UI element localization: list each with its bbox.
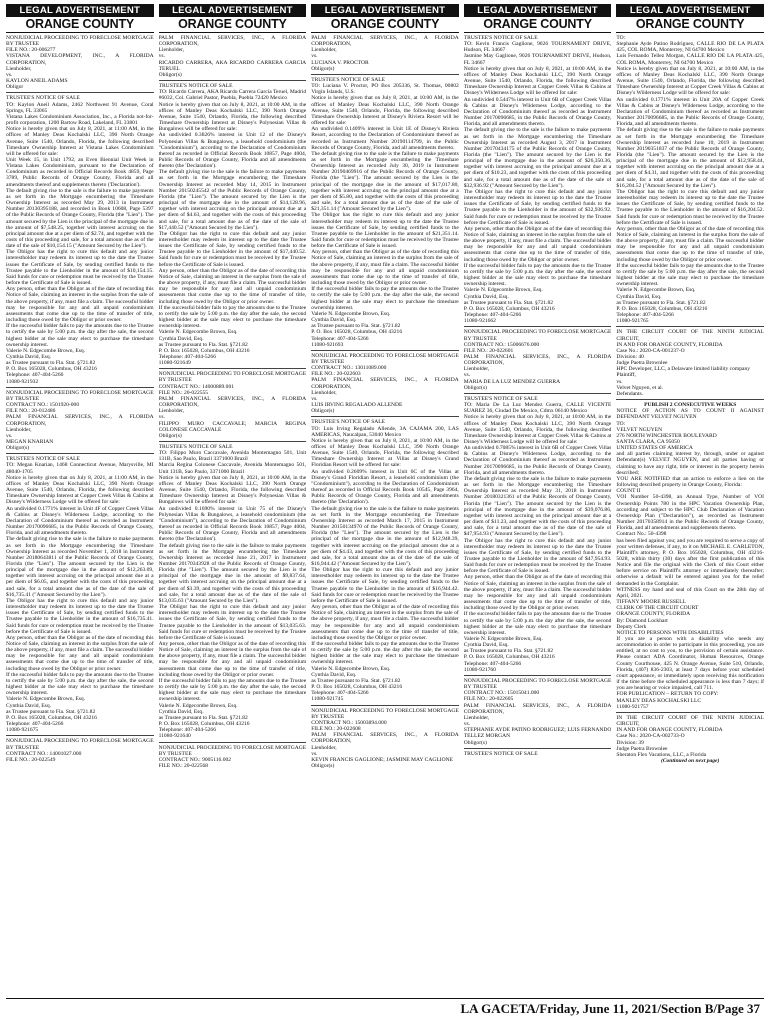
notice-paragraph: CONTRACT NO.: 14000889.001 <box>158 383 234 390</box>
notice-paragraph: vs. <box>158 53 165 60</box>
notice-paragraph: Marcia Regina Colonese Caccavale, Avenida Montemagno 501, Unit 131B, Sao Paulo, 3371000 Brazil <box>158 462 307 475</box>
notice-paragraph: Lienholder, <box>311 47 337 54</box>
publish-notice: PUBLISH 2 CONSECUTIVE WEEKS <box>644 402 737 409</box>
notice-paragraph: NONJUDICIAL PROCEEDING TO FORECLOSE MORTGAGE BY TRUSTEE <box>463 677 612 691</box>
notice-paragraph: Case No.: 2020-CA-002733-O <box>616 733 685 740</box>
notice-paragraph: Cynthia David, Esq. <box>6 702 51 709</box>
notice-paragraph: Valerie N. Edgecombe Brown, Esq. <box>311 310 391 317</box>
notice-paragraph: LUCIANA V. PROCTOR <box>311 59 369 66</box>
column-header: LEGAL ADVERTISEMENT <box>616 4 764 17</box>
notice-paragraph: Any person, other than the Obligor as of the date of recording this Notice of Sale, claiming an interest in the surplus from the sale of the above property, if any, must file a claim. The successful bidder may be responsible for any and all unpaid condominium assessments that come due up to the time of transfer of title, including those owed by the Obligor or prior owner. <box>616 225 764 263</box>
notice-paragraph: as Trustee pursuant to Fla. Stat. §721.82 <box>463 299 553 306</box>
notice-paragraph: Cynthia David, Esq. <box>463 293 509 300</box>
notice-paragraph: Lienholder, <box>463 714 490 721</box>
notice-paragraph: The Obligor has the right to cure this default and any junior interestholder may redeem its interest up to the date the Trustee issues the Certificate of Sale, by sending certified funds to the Trustee payable to the Lienholder in the amount of $32,936.92. Said funds for cure or redemption must be received by the Trustee before the Certificate of Sale is issued. <box>463 188 612 226</box>
notice-paragraph: An undivided 0.5447% interest in Unit 6B of Copper Creek Villas & Cabins at Disney's Wilderness Lodge, according to the Declaration of Condominium thereof as recorded as Instrument Number 20170096685, in the Public Records of Orange County, Florida, and all amendments thereto. <box>463 96 612 128</box>
notice-paragraph: vs. <box>616 378 623 385</box>
notice-paragraph: P. O. Box 165028, Columbus, OH 43216 <box>158 347 250 354</box>
notice-paragraph: The Obligor has the right to cure this default and any junior interestholder may redeem its interest up to the date the Trustee issues the Certificate of Sale, by sending certified funds to the Trustee payable to the Lienholder in the amount of $21,351.14. Said funds for cure or redemption must be received by the Trustee before the Certificate of Sale is issued. <box>311 212 459 250</box>
notice-paragraph: NONJUDICIAL PROCEEDING TO FORECLOSE MORTGAGE BY TRUSTEE <box>158 744 307 757</box>
notice-paragraph: The default giving rise to the sale is the failure to make payments as set forth in the Mortgage encumbering the Timeshare Ownership Interest as recorded November 1, 2018 in Instrument Number 20180643811 of the Public Records of Orange County, Florida (the "Lien"). The amount secured by the Lien is the principal of the mortgage due in the amount of $12,263.09, together with interest accruing on the principal amount due at a per diem of $6.05, and together with the costs of this proceeding and sale, for a total amount due as of the date of the sale of $16,735.41 ("Amount Secured by the Lien"). <box>6 536 154 598</box>
notice-paragraph: Lienholder, <box>311 744 337 751</box>
notice-paragraph: Unit Week 15, in Unit 1792, an Even Biennial Unit Week in Vistana Lakes Condominium, pursuant to the Declaration of Condominium as recorded in Official Records Book 4859, Page 3789, Public Records of Orange County, Florida and all amendments thereof and supplements thereto ('Declaration'). <box>6 156 154 188</box>
notice-paragraph: P. O. Box 165028, Columbus, OH 43216 <box>158 721 250 728</box>
notice-paragraph: Lienholder, <box>158 408 185 415</box>
notice-paragraph: NONJUDICIAL PROCEEDING TO FORECLOSE MORTGAGE BY TRUSTEE <box>6 35 154 48</box>
notice-divider <box>6 735 154 736</box>
notice-paragraph: If the successful bidder fails to pay the amounts due to the Trustee to certify the sale by 5:00 p.m. the day after the sale, the second highest bidder at the sale may elect to purchase the timeshare ownership interest. <box>311 286 459 311</box>
notice-paragraph: RICARDO CARRERA, AKA RICARDO CARRERA GARCIA TERUEL <box>158 59 307 72</box>
column-1 <box>6 4 154 994</box>
notice-paragraph: as Trustee pursuant to Fla. Stat. §721.82 <box>616 299 706 306</box>
notice-paragraph: Telephone: 407-404-5266 <box>158 353 216 360</box>
notice-paragraph: The Obligor has the right to cure this default and any junior interestholder may redeem its interest up to the date the Trustee issues the Certificate of Sale, by sending certified funds to the Trustee payable to the Lienholder in the amount of $47,954.93. Said funds for cure or redemption must be received by the Trustee before the Certificate of Sale is issued. <box>463 537 612 575</box>
notice-divider <box>311 705 459 706</box>
notice-paragraph: Lienholder, <box>6 426 32 433</box>
notice-paragraph: PALM FINANCIAL SERVICES, INC., A FLORIDA CORPORATION, <box>311 35 459 48</box>
notice-paragraph: Obligor(s) <box>311 408 335 415</box>
notice-paragraph: FILE NO.: 20-022601 <box>463 347 514 354</box>
notice-paragraph: NONJUDICIAL PROCEEDING TO FORECLOSE MORTGAGE BY TRUSTEE <box>6 738 154 751</box>
notice-paragraph: Division: 40 <box>616 353 644 360</box>
column-4 <box>464 4 612 994</box>
notice-paragraph: IN AND FOR ORANGE COUNTY, FLORIDA <box>616 341 723 348</box>
notice-paragraph: as Trustee pursuant to Fla. Stat. §721.82 <box>463 648 553 655</box>
notice-paragraph: TO: Luciana V. Proctor, PO Box 205336, St. Thomas, 00802 Virgin Islands, U.S. <box>311 83 459 96</box>
notice-divider <box>6 387 154 388</box>
notice-paragraph: An undivided 0.7085% interest in Unit 6B of Copper Creek Villas & Cabins at Disney's Wilderness Lodge, according to the Declaration of Condominium thereof as recorded as Instrument Number 20170096685, in the Public Records of Orange County, Florida, and all amendments thereto. <box>463 445 612 476</box>
notice-paragraph: TIFFANY MOORE RUSSELL <box>616 599 687 606</box>
notice-paragraph: PALM FINANCIAL SERVICES, INC., A FLORIDA CORPORATION, <box>463 702 612 715</box>
notice-paragraph: Cynthia David, Esq. <box>616 293 662 300</box>
notice-paragraph: The Obligor has the right to cure this default and any junior interestholder may redeem its interest up to the date the Trustee issues the Certificate of Sale, by sending certified funds to the Trustee payable to the Lienholder in the amount of $16,204.52. Said funds for cure or redemption must be received by the Trustee before the Certificate of Sale is issued. <box>616 188 764 226</box>
notice-divider <box>311 350 459 351</box>
notice-paragraph: NONJUDICIAL PROCEEDING TO FORECLOSE MORTGAGE BY TRUSTEE <box>311 352 459 365</box>
column-header: LEGAL ADVERTISEMENT <box>159 4 307 17</box>
notice-divider <box>616 326 764 327</box>
notice-paragraph: Notice is hereby given that on July 8, 2021, at 10:00 AM, in the offices of Manley Deas Kochalski LLC, 390 North Orange Avenue, Suite 1540, Orlando, Florida, the following described Timeshare Ownership Interest at Disney's Riviera Resort will be offered for sale: <box>311 95 459 127</box>
notice-paragraph: FILE NO.: 20-022603 <box>311 371 361 378</box>
notice-paragraph: 11080-921640 <box>158 733 191 740</box>
county-heading: ORANGE COUNTY <box>159 17 307 33</box>
notice-paragraph: If the successful bidder fails to pay the amounts due to the Trustee to certify the sale by 5:00 p.m. the day after the sale, the second highest bidder at the sale may elect to purchase the timeshare ownership interest. <box>158 304 307 330</box>
notice-paragraph: NONJUDICIAL PROCEEDING TO FORECLOSE MORTGAGE BY TRUSTEE <box>463 329 612 342</box>
notice-divider <box>464 326 612 327</box>
notice-paragraph: The default giving rise to the sale is the failure to make payments as set forth in the Mortgage encumbering the Timeshare Ownership Interest as recorded August 3, 2017 in Instrument Number 20170434175 of the Public Records of Orange County, Florida (the "Lien"). The amount secured by the Lien is the principal of the mortgage due in the amount of $26,350.36, together with interest accruing on the principal amount due at a per diem of $10.23, and together with the costs of this proceeding and sale, for a total amount due as of the date of the sale of $32,936.92 ("Amount Secured by the Lien"). <box>463 127 612 189</box>
notice-paragraph: P. O. Box 165028, Columbus, OH 43216 <box>6 366 97 373</box>
notice-paragraph: If the successful bidder fails to pay the amounts due to the Trustee to certify the sale by 5:00 p.m. the day after the sale, the second highest bidder at the sale may elect to purchase the timeshare ownership interest. <box>311 641 459 666</box>
notice-paragraph: CONTRACT NO.: 15006676.000 <box>463 341 540 348</box>
notice-paragraph: Telephone: 407-404-5266 <box>6 372 64 379</box>
notice-paragraph: FILE NO.: 20-022605 <box>463 696 514 703</box>
notice-paragraph: An undivided 0.1690% interest in Unit 75 of the Disney's Polynesian Villas & Bungalows, a leasehold condominium (the "Condominium"), according to the Declaration of Condominium thereof as recorded in Official Records Book 10857, Page 4004, Public Records of Orange County, Florida and all amendments thereto (the 'Declaration'). <box>158 505 307 543</box>
notice-paragraph: KAYLON ANEIL ADAMS <box>6 78 68 85</box>
notice-paragraph: TRUSTEE'S NOTICE OF SALE <box>311 76 386 83</box>
notice-paragraph: Judge Paetra Brownlee <box>616 360 668 367</box>
notice-paragraph: KEVIN FRANCIS GAGLIONE; JASMINE MAY CAGLIONE <box>311 756 453 763</box>
notice-paragraph: Notice is hereby given that on July 8, 2021, at 11:00 AM, in the offices of Manley Deas Kochalski LLC, 390 North Orange Avenue, Suite 1540, Orlando, Florida, the following described Timeshare Ownership Interest at Vistana Lakes Condominium will be offered for sale: <box>6 126 154 157</box>
notice-divider <box>159 368 307 369</box>
notice-paragraph: PALM FINANCIAL SERVICES, INC., A FLORIDA CORPORATION, <box>463 353 612 367</box>
notice-paragraph: Defendants. <box>616 390 644 397</box>
notice-paragraph: Velvet Nguyen, et al. <box>616 384 664 391</box>
notice-paragraph: vs. <box>311 53 318 60</box>
notice-paragraph: 11080-921760 <box>463 666 496 673</box>
notice-paragraph: Obligor(s) <box>463 384 487 391</box>
notice-divider <box>311 416 459 417</box>
notice-paragraph: Any person, other than the Obligor as of the date of recording this Notice of Sale, claiming an interest in the surplus from the sale of the above property, if any, must file a claim. The successful bidder may be responsible for any and all unpaid condominium assessments that come due up to the time of transfer of title, including those owed by the Obligor or prior owner. <box>6 634 154 672</box>
notice-paragraph: FILE NO.: 20-022549 <box>6 756 56 763</box>
notice-paragraph: IN AND FOR ORANGE COUNTY, FLORIDA <box>616 727 723 734</box>
notice-divider <box>464 748 612 749</box>
notice-paragraph: TO: Megan Knarian, 1468 Connecticut Avenue, Marysville, MI 48040-1705 <box>6 462 154 475</box>
notice-paragraph: VELVET NGUYEN <box>616 426 663 433</box>
notice-paragraph: NONJUDICIAL PROCEEDING TO FORECLOSE MORTGAGE BY TRUSTEE <box>158 371 307 384</box>
notice-paragraph: P. O. Box 165028, Columbus, OH 43216 <box>616 305 708 312</box>
notice-paragraph: 11080-921757 <box>616 703 649 710</box>
notice-paragraph: PALM FINANCIAL SERVICES, INC., A FLORIDA CORPORATION, <box>158 395 307 409</box>
column-2 <box>159 4 307 994</box>
county-heading: ORANGE COUNTY <box>6 17 154 33</box>
notice-paragraph: TO: Luis Irving Regalado Allende, 3A CAJAMA 200, LAS AMERICAS, Naucalpan, 53040 Mexico <box>311 425 459 438</box>
notice-paragraph: Notice is hereby given that on July 8, 2021, at 10:00 AM, in the offices of Manley Deas Kochalski LLC, 390 North Orange Avenue, Suite 1540, Orlando, Florida, the following described Timeshare Ownership Interest at Copper Creek Villas & Cabins at Disney's Wilderness Lodge will be offered for sale: <box>463 414 612 445</box>
column-body <box>311 35 459 994</box>
notice-paragraph: STEPHANIE AYDE PATINO RODRIGUEZ; LUIS FERNANDO TELLEZ MORGAN <box>463 727 612 740</box>
notice-paragraph: An undivided 0.1409% interest in Unit 1E of Disney's Riviera Resort, according to the Declaration of Condominium thereof as recorded as Instrument Number 20190114799, in the Public Records of Orange County, Florida, and all amendments thereto. <box>311 126 459 151</box>
notice-paragraph: Obligor(s) <box>6 445 30 452</box>
notice-paragraph: NOTICE TO PERSONS WITH DISABILITIES <box>616 629 724 636</box>
column-body <box>6 35 154 994</box>
notice-paragraph: The default giving rise to the sale is the failure to make payments as set forth in the Mortgage encumbering the Timeshare Ownership Interest as recorded May 14, 2015 in Instrument Number 20150245542 of the Public Records of Orange County, Florida (the "Lien"). The amount secured by the Lien is the principal of the mortgage due in the amount of $14,128.96, together with interest accruing on the principal amount due at a per diem of $4.63, and together with the costs of this proceeding and sale, for a total amount due as of the date of the sale of $17,440.52 ("Amount Secured by the Lien"). <box>158 169 307 231</box>
county-heading: ORANGE COUNTY <box>311 17 459 33</box>
notice-paragraph: If the successful bidder fails to pay the amounts due to the Trustee to certify the sale by 5:00 p.m. the day after the sale, the second highest bidder at the sale may elect to purchase the timeshare ownership interest. <box>463 262 612 288</box>
notice-paragraph: FILE NO.: 20-022568 <box>158 762 209 769</box>
notice-paragraph: The default giving rise to the sale is the failure to make payments as set forth in the Mortgage encumbering the Timeshare Ownership Interest as recorded March 17, 2015 in Instrument Number 20150134970 of the Public Records of Orange County, Florida (the "Lien"). The amount secured by the Lien is the principal of the mortgage due in the amount of $12,948.39, together with interest accruing on the principal amount due at a per diem of $4.43, and together with the costs of this proceeding and sale, for a total amount due as of the date of the sale of $16,944.42 ("Amount Secured by the Lien"). <box>311 505 459 567</box>
notice-paragraph: Valerie N. Edgecombe Brown, Esq. <box>158 329 238 336</box>
notice-paragraph: FILE NO.: 20-012486 <box>6 408 56 415</box>
notice-paragraph: NONJUDICIAL PROCEEDING TO FORECLOSE MORTGAGE BY TRUSTEE <box>311 707 459 720</box>
notice-paragraph: TRUSTEE'S NOTICE OF SALE <box>158 83 233 90</box>
notice-paragraph: The Obligor has the right to cure this default and any junior interestholder may redeem its interest up to the date the Trustee issues the Certificate of Sale, by sending certified funds to the Trustee payable to the Lienholder in the amount of $16,944.42. Said funds for cure or redemption must be received by the Trustee before the Certificate of Sale is issued. <box>311 567 459 604</box>
notice-paragraph: as Trustee pursuant to Fla. Stat. §721.82 <box>311 323 401 330</box>
notice-paragraph: PALM FINANCIAL SERVICES, INC., A FLORIDA CORPORATION, <box>311 377 459 390</box>
notice-paragraph: as Trustee pursuant to Fla. Stat. §721.82 <box>158 714 248 721</box>
notice-paragraph: Any person, other than the Obligor as of the date of recording this Notice of Sale, claiming an interest in the surplus from the sale of the above property, if any, must file a claim. The successful bidder may be responsible for any and all unpaid condominium assessments that come due up to the time of transfer of title, including those owed by the Obligor or prior owner. <box>158 267 307 305</box>
notice-paragraph: Any person, other than the Obligor as of the date of recording this Notice of Sale, claiming an interest in the surplus from the sale of the above property, if any, must file a claim. The successful bidder may be responsible for any and all unpaid condominium assessments that come due up to the time of transfer of title, including those owed by the Obligor or prior owner. <box>463 225 612 263</box>
notice-paragraph: PALM FINANCIAL SERVICES, INC., A FLORIDA CORPORATION, <box>158 35 307 48</box>
continued-note: (Continued on next page) <box>660 757 720 764</box>
notice-paragraph: Notice is hereby given that on July 8, 2021, at 10:00 AM, in the offices of Manley Deas Kochalski LLC, 390 North Orange Avenue, Suite 1540, Orlando, Florida, the following described Timeshare Ownership Interest at Copper Creek Villas & Cabins at Disney's Wilderness Lodge will be offered for sale: <box>463 65 612 97</box>
notice-paragraph: An undivided 0.1771% interest in Unit 20A of Copper Creek Villas & Cabins at Disney's Wilderness Lodge, according to the Declaration of Condominium thereof as recorded as Instrument Number 20170096685, in the Public Records of Orange County, Florida, and all amendments thereto. <box>616 96 764 128</box>
notice-paragraph: Plaintiff, <box>616 372 636 379</box>
notice-paragraph: has been filed against you; and you are required to serve a copy of your written defenses, if any, to it on MICHAEL E. CARLETON, Plaintiff's attorney, P. O. Box 165028, Columbus, OH 43216-5028, within thirty (30) days after the first publication of this Notice and file the original with the Clerk of this Court either before service on Plaintiff's attorney or immediately thereafter; otherwise a default will be entered against you for the relief demanded in the Complaint. <box>616 537 764 587</box>
notice-paragraph: MARIA DE LA LUZ MENDEZ GUERRA <box>463 378 561 385</box>
county-heading: ORANGE COUNTY <box>464 17 612 33</box>
notice-paragraph: CONTRACT NO.: 9005116.002 <box>158 756 232 763</box>
notice-paragraph: Cynthia David, Esq. <box>6 353 51 360</box>
notice-paragraph: Telephone: 407-404-5266 <box>463 660 522 667</box>
notice-paragraph: TO: Ricardo Carrera, AKA Ricardo Carrera Garcia Teruel, Madrid #6032, Col. Gabriel Pastor, Puebla, Puebla 72420 Mexico <box>158 89 307 102</box>
notice-paragraph: The Obligor has the right to cure this default and any junior interestholder may redeem its interest up to the date the Trustee issues the Certificate of Sale, by sending certified funds to the Trustee payable to the Lienholder in the amount of $13,035.63. Said funds for cure or redemption must be received by the Trustee before the Certificate of Sale is issued. <box>158 604 307 641</box>
notice-paragraph: Valerie N. Edgecombe Brown, Esq. <box>158 702 238 709</box>
notice-paragraph: Telephone: 407-404-5266 <box>311 690 369 697</box>
notice-paragraph: Any person, other than the Obligor as of the date of recording this Notice of Sale, claiming an interest in the surplus from the sale of the above property, if any, must file a claim. The successful bidder may be responsible for any and all unpaid condominium assessments that come due up to the time of transfer of title, including those owed by the Obligor or prior owner. <box>463 574 612 612</box>
notice-paragraph: VOI Number 50-4398, an Annual Type, Number of VOI Ownership Points 780 in the HPC Vacation Ownership Plan, according and subject to the HPC Club Declaration of Vacation Ownership Plan ("Declaration"), as recorded as Instrument Number 20170358914 in the Public Records of Orange County, Florida, and all amendments and supplements thereto. <box>616 494 764 532</box>
notice-paragraph: 11080-921693 <box>311 341 344 348</box>
notice-paragraph: P. O. Box 165028, Columbus, OH 43216 <box>463 654 555 661</box>
notice-paragraph: CONTRACT NO.: 13011089.000 <box>311 365 387 372</box>
notice-paragraph: Any person, other than the Obligor as of the date of recording this Notice of Sale, claiming an interest in the surplus from the sale of the above property, if any, must file a claim. The successful bidder may be responsible for any and all unpaid condominium assessments that come due up to the time of transfer of title, including those owed by the Obligor or prior owner. <box>311 249 459 287</box>
notice-paragraph: Case No.: 2020-CA-001237-O <box>616 347 685 354</box>
notice-paragraph: FILE NO.: 20-006277 <box>6 47 56 54</box>
notice-divider <box>311 74 459 75</box>
notice-paragraph: Lienholder, <box>311 389 337 396</box>
notice-paragraph: The default giving rise to the sale is the failure to make payments as set forth in the Mortgage encumbering the Timeshare Ownership Interest as recorded June 10, 2019 in Instrument Number 20190351837 of the Public Records of Orange County, Florida (the "Lien"). The amount secured by the Lien is the principal of the mortgage due in the amount of $12,958.44, together with interest accruing on the principal amount due at a per diem of $4.31, and together with the costs of this proceeding and sale, for a total amount due as of the date of the sale of $16,204.52 ("Amount Secured by the Lien"). <box>616 127 764 189</box>
notice-paragraph: Notice is hereby given that on July 8, 2021, at 10:00 AM, in the offices of Manley Deas Kochalski LLC, 390 North Orange Avenue, Suite 1540, Orlando, Florida, the following described Timeshare Ownership Interest at Disney's Polynesian Villas & Bungalows will be offered for sale: <box>158 101 307 133</box>
notice-paragraph: FOR PUBLICATION – RETURN TO COPY: <box>616 691 719 698</box>
notice-paragraph: IN THE CIRCUIT COURT OF THE NINTH JUDICIAL CIRCUIT, <box>616 714 764 728</box>
notice-paragraph: Deputy Clerk <box>616 623 647 630</box>
notice-divider <box>464 393 612 394</box>
notice-paragraph: Vistana Lakes Condominium Association, Inc., a Florida not-for-profit corporation, 1200 Bartow Road, Lakeland, FL 33801 <box>6 113 154 127</box>
notice-paragraph: Contract No.: 50-4398 <box>616 531 667 538</box>
column-3 <box>311 4 459 994</box>
notice-paragraph: vs. <box>311 750 318 757</box>
notice-paragraph: TRUSTEE'S NOTICE OF SALE <box>463 750 538 757</box>
notice-paragraph: The default giving rise to the sale is the failure to make payments as set forth in the Mortgage encumbering the Timeshare Ownership Interest as recorded June 21, 2017 in Instrument Number 20170343928 of the Public Records of Orange County, Florida (the "Lien"). The amount secured by the Lien is the principal of the mortgage due in the amount of $9,837.64, together with interest accruing on the principal amount due at a per diem of $3.39, and together with the costs of this proceeding and sale, for a total amount due as of the date of the sale of $13,035.63 ("Amount Secured by the Lien"). <box>158 542 307 604</box>
notice-paragraph: NOTICE OF ACTION AS TO COUNT II AGAINST DEFENDANT VELVET NGUYEN <box>616 408 764 421</box>
notice-paragraph: Cynthia David, Esq. <box>158 335 204 342</box>
notice-paragraph: Valerie N. Edgecombe Brown, Esq. <box>6 696 86 703</box>
notice-paragraph: By: Diamond Lockhart <box>616 617 668 624</box>
notice-paragraph: PALM FINANCIAL SERVICES, INC., A FLORIDA CORPORATION, <box>311 732 459 745</box>
notice-paragraph: Cynthia David, Esq. <box>463 642 509 649</box>
notice-paragraph: Jasmine May Gaglione, 9026 TOURNAMENT DRIVE, Hudson, FL 34667 <box>463 53 612 66</box>
notice-paragraph: P. O. Box 165028, Columbus, OH 43216 <box>311 684 403 691</box>
notice-divider <box>616 712 764 713</box>
notice-paragraph: Any person, other than the Obligor as of the date of recording this Notice of Sale, claiming an interest in the surplus from the sale of the above property, if any, must file a claim. The successful bidder may be responsible for any and all unpaid condominium assessments that come due up to the time of transfer of title, including those owed by the Obligor or prior owner. <box>311 604 459 641</box>
notice-paragraph: and all parties claiming interest by, through, under or against Defendant(s) VELVET NGUYEN, and all parties having or claiming to have any right, title or interest in the property herein described; <box>616 451 764 476</box>
notice-paragraph: FILIPPO MURO CACCAVALE; MARCIA REGINA COLONESE CACCAVALE <box>158 420 307 433</box>
notice-paragraph: Judge Paetra Brownlee <box>616 745 668 752</box>
notice-paragraph: P. O. Box 165028, Columbus, OH 43216 <box>6 714 97 721</box>
notice-paragraph: Luis Fernando Tellez Morgan, CALLE RIO DE LA PLATA 425, COL ROMA, Monterrey, NI 64700 Mexico <box>616 53 764 66</box>
notice-paragraph: 11080-921675 <box>6 727 39 734</box>
notice-paragraph: Obligor(s) <box>158 432 182 439</box>
notice-divider <box>464 675 612 676</box>
notice-paragraph: 11080-921662 <box>463 318 496 325</box>
notice-paragraph: Telephone: 407-404-5266 <box>463 312 522 319</box>
notice-paragraph: vs. <box>311 395 318 402</box>
column-body <box>159 35 307 994</box>
column-header: LEGAL ADVERTISEMENT <box>464 4 612 17</box>
notice-paragraph: TO: Kaylon Aneil Adams, 2462 Northwest 91 Avenue, Coral Springs, FL 33065 <box>6 101 154 114</box>
notice-paragraph: CONTRACT NO.: 15015041.000 <box>463 690 540 697</box>
notice-paragraph: as Trustee pursuant to Fla. Stat. §721.82 <box>311 677 401 684</box>
notice-paragraph: Any person, other than the Obligor as of the date of recording this Notice of Sale, claiming an interest in the surplus from the sale of the above property, if any, must file a claim. The successful bidder may be responsible for any and all unpaid condominium assessments that come due up to the time of transfer of title, including those owed by the Obligor or prior owner. <box>158 641 307 678</box>
notice-paragraph: MANLEY DEAS KOCHALSKI LLC <box>616 697 702 704</box>
notice-paragraph: The Obligor has the right to cure this default and any junior interestholder may redeem its interest up to the date the Trustee issues the Certificate of Sale, by sending certified funds to the Trustee payable to the Lienholder in the amount of $16,735.41. Said funds for cure or redemption must be received by the Trustee before the Certificate of Sale is issued. <box>6 597 154 635</box>
notice-paragraph: CONTRACT NO.: 14001027.000 <box>6 750 82 757</box>
notice-paragraph: Telephone: 407-404-5266 <box>6 721 64 728</box>
column-body <box>616 35 764 994</box>
notice-paragraph: vs. <box>463 721 471 728</box>
notice-paragraph: P. O. Box 165028, Columbus, OH 43216 <box>463 305 555 312</box>
notice-paragraph: 11080-921765 <box>616 318 649 325</box>
notice-divider <box>616 399 764 400</box>
notice-divider <box>159 80 307 81</box>
notice-paragraph: If the successful bidder fails to pay the amounts due to the Trustee to certify the sale by 5:00 p.m. the day after the sale, the second highest bidder at the sale may elect to purchase the timeshare ownership interest. <box>6 671 154 697</box>
notice-paragraph: COUNT II <box>616 488 641 495</box>
notice-paragraph: MEGAN KNARIAN <box>6 439 54 445</box>
notice-paragraph: as Trustee pursuant to Fla. Stat. §721.82 <box>158 341 248 348</box>
notice-paragraph: Cynthia David, Esq. <box>311 317 357 324</box>
notice-paragraph: Sheraton Flex Vacations, LLC, a Florida <box>616 751 707 758</box>
notice-paragraph: VISTANA DEVELOPMENT, INC., A FLORIDA CORPORATION, <box>6 53 154 66</box>
notice-paragraph: P. O. Box 165028, Columbus, OH 43216 <box>311 329 403 336</box>
notice-paragraph: An undivided 0.1771% interest in Unit 4F of Copper Creek Villas & Cabins at Disney's Wilderness Lodge, according to the Declaration of Condominium thereof as recorded as Instrument Number 20170096685, in the Public Records of Orange County, Florida, and all amendments thereto. <box>6 505 154 537</box>
notice-paragraph: The Obligor has the right to cure this default and any junior interestholder may redeem its interest up to the date the Trustee issues the Certificate of Sale, by sending certified funds to the Trustee payable to the Lienholder in the amount of $10,154.15. Said funds for cure or redemption must be received by the Trustee before the Certificate of Sale is issued. <box>6 249 154 287</box>
notice-paragraph: If the successful bidder fails to pay the amounts due to the Trustee to certify the sale by 5:00 p.m. the day after the sale, the second highest bidder at the sale may elect to purchase the timeshare ownership interest. <box>158 677 307 703</box>
notice-paragraph: SANTA CLARA, CA 95050 <box>616 439 680 445</box>
notice-paragraph: CONTRACT NO.: 15003894.000 <box>311 719 387 726</box>
notice-paragraph: Notice is hereby given that on July 8, 2021, at 11:00 AM, in the offices of Manley Deas Kochalski LLC, 390 North Orange Avenue, Suite 1540, Orlando, Florida, the following described Timeshare Ownership Interest at Copper Creek Villas & Cabins at Disney's Wilderness Lodge will be offered for sale: <box>6 474 154 506</box>
notice-paragraph: Obligor(s) <box>311 762 335 769</box>
notice-paragraph: CONTRACT NO.: 1501920-000 <box>6 402 80 409</box>
column-header: LEGAL ADVERTISEMENT <box>6 4 154 17</box>
notice-paragraph: 11080-921649 <box>158 360 191 367</box>
notice-paragraph: LUIS IRVING REGALADO ALLENDE <box>311 402 403 409</box>
notice-paragraph: Valerie N. Edgecombe Brown, Esq. <box>463 287 543 294</box>
notice-paragraph: Obligor(s) <box>463 739 487 746</box>
notice-paragraph: CLERK OF THE CIRCUIT COURT <box>616 605 699 612</box>
notice-paragraph: Cynthia David, Esq. <box>311 671 357 678</box>
notice-paragraph: The Obligor has the right to cure this default and any junior interestholder may redeem its interest up to the date the Trustee issues the Certificate of Sale, by sending certified funds to the Trustee payable to the Lienholder in the amount of $17,440.52. Said funds for cure or redemption must be received by the Trustee before the Certificate of Sale is issued. <box>158 230 307 268</box>
notice-paragraph: TRUSTEE'S NOTICE OF SALE <box>463 395 538 402</box>
notice-paragraph: Telephone: 407-404-5266 <box>158 727 216 734</box>
notice-paragraph: WITNESS my hand and seal of this Court on the 28th day of April, 2021. <box>616 586 764 599</box>
notice-paragraph: TO: Maria De La Luz Mendez Guerra, CALLE VICENTE SUAREZ 36, Ciudad De Mexico, Cdmx 06140 Mexico <box>463 402 612 415</box>
notice-paragraph: The default giving rise to the sale is the failure to make payments as set forth in the Mortgage encumbering the Timeshare Ownership Interest as recorded May 31, 2018 in Instrument Number 20180321361 of the Public Records of Orange County, Florida (the "Lien"). The amount secured by the Lien is the principal of the mortgage due in the amount of $39,076.86, together with interest accruing on the principal amount due at a per diem of $11.23, and together with the costs of this proceeding and sale, for a total amount due as of the date of the sale of $47,954.93 ("Amount Secured by the Lien"). <box>463 475 612 538</box>
notice-paragraph: FILE NO.: 20-022555 <box>158 389 209 396</box>
legal-columns <box>6 4 764 994</box>
notice-paragraph: NONJUDICIAL PROCEEDING TO FORECLOSE MORTGAGE BY TRUSTEE <box>6 389 154 402</box>
notice-paragraph: vs. <box>6 432 13 439</box>
notice-paragraph: as Trustee pursuant to Fla. Stat. §721.82 <box>6 360 96 367</box>
notice-paragraph: If the successful bidder fails to pay the amounts due to the Trustee to certify the sale by 5:00 p.m. the day after the sale, the second highest bidder at the sale may elect to purchase the timeshare ownership interest. <box>463 611 612 636</box>
notice-paragraph: Obligor <box>6 84 24 91</box>
notice-divider <box>159 742 307 743</box>
notice-paragraph: Valerie N. Edgecombe Brown, Esq. <box>616 287 696 294</box>
county-heading: ORANGE COUNTY <box>616 17 764 33</box>
notice-paragraph: TRUSTEE'S NOTICE OF SALE <box>6 456 80 463</box>
notice-paragraph: UNITED STATES OF AMERICA <box>616 445 693 452</box>
notice-paragraph: TRUSTEE'S NOTICE OF SALE <box>158 444 233 450</box>
notice-paragraph: Obligor(s) <box>158 71 182 78</box>
notice-paragraph: Cynthia David, Esq. <box>158 708 204 715</box>
notice-paragraph: TO: Filippo Muro Caccavale, Avenida Montemagno 501, Unit 131B, Sao Paulo, Brazil 3371000 Brazil <box>158 450 307 463</box>
notice-paragraph: as Trustee pursuant to Fla. Stat. §721.82 <box>6 708 96 715</box>
notice-paragraph: FILE NO.: 20-022608 <box>311 726 361 733</box>
notice-paragraph: vs. <box>463 372 471 379</box>
notice-paragraph: YOU ARE NOTIFIED that an action to enforce a lien on the following described property in Orange County, Florida: <box>616 475 764 489</box>
notice-paragraph: Notice is hereby given that on July 8, 2021, at 10:00 AM, in the offices of Manley Deas Kochalski LLC, 390 North Orange Avenue, Suite 1540, Orlando, Florida, the following described Timeshare Ownership Interest at Copper Creek Villas & Cabins at Disney's Wilderness Lodge will be offered for sale: <box>616 65 764 97</box>
newspaper-page <box>6 4 764 1020</box>
notice-paragraph: TO: Kevin Francis Gaglione, 9026 TOURNAMENT DRIVE, Hudson, FL 34667 <box>463 41 612 54</box>
notice-paragraph: ORANGE COUNTY, FLORIDA <box>616 611 691 618</box>
column-body <box>464 35 612 994</box>
notice-divider <box>6 453 154 454</box>
column-header: LEGAL ADVERTISEMENT <box>311 4 459 17</box>
notice-paragraph: An undivided 0.2609% interest in Unit 6C of the Villas at Disney's Grand Floridian Resort, a leasehold condominium (the "Condominium"), according to the Declaration of Condominium thereof as recorded in Official Records Book 10545, Page 3964, Public Records of Orange County, Florida and all amendments thereto (the 'Declaration'). <box>311 468 459 506</box>
notice-paragraph: HPC Developer, LLC, a Delaware limited liability company <box>616 366 751 373</box>
notice-paragraph: The default giving rise to the sale is the failure to make payments as set forth in the Mortgage encumbering the Timeshare Ownership Interest as recorded May 29, 2013 in Instrument Number 20130395188, and recorded in Book 10608, Page 5397 of the Public Records of Orange County, Florida (the "Lien"). The amount secured by the Lien is the principal of the mortgage due in the amount of $7,548.25, together with interest accruing on the principal amount due at a per diem of $2.74, and together with the costs of this proceeding and sale, for a total amount due as of the date of the sale of $10,154.15 ("Amount Secured by the Lien"). <box>6 187 154 250</box>
column-5 <box>616 4 764 994</box>
notice-paragraph: Lienholder, <box>6 65 32 72</box>
notice-paragraph: IN THE CIRCUIT COURT OF THE NINTH JUDICIAL CIRCUIT, <box>616 329 764 342</box>
notice-divider <box>159 441 307 442</box>
notice-paragraph: vs. <box>158 414 165 421</box>
notice-paragraph: vs. <box>6 71 13 78</box>
notice-paragraph: Any person, other than the Obligor as of the date of recording this Notice of Sale, claiming an interest in the surplus from the sale of the above property, if any, must file a claim. The successful bidder may be responsible for any and all unpaid condominium assessments that come due up to the time of transfer of title, including those owed by the Obligor or prior owner. <box>6 286 154 324</box>
notice-paragraph: Lienholder, <box>158 47 185 54</box>
notice-paragraph: Lienholder, <box>463 366 490 373</box>
notice-paragraph: 276 NORTH WINCHESTER BOULEVARD <box>616 432 717 439</box>
notice-paragraph: Telephone: 407-404-5266 <box>311 335 369 342</box>
notice-paragraph: Notice is hereby given that on July 8, 2021, at 10:00 AM, in the offices of Manley Deas Kochalski LLC, 390 North Orange Avenue, Suite 1540, Orlando, Florida, the following described Timeshare Ownership Interest at Villas at Disney's Grand Floridian Resort will be offered for sale: <box>311 437 459 469</box>
notice-divider <box>6 92 154 93</box>
notice-paragraph: TO: <box>616 420 626 427</box>
notice-paragraph: 11080-921932 <box>6 378 39 385</box>
notice-paragraph: Stephanie Ayde Patino Rodriguez, CALLE RIO DE LA PLATA 425, COL ROMA, Monterrey, NI 64700 Mexico <box>616 41 764 54</box>
notice-paragraph: If you are a person with a disability who needs any accommodation in order to participate in this proceeding, you are entitled, at no cost to you, to the provision of certain assistance. Please contact ADA Coordinator, Human Resources, Orange County Courthouse, 425 N. Orange Avenue, Suite 510, Orlando, Florida, (407) 836-2303, at least 7 days before your scheduled court appearance, or immediately upon receiving this notification if the time before the scheduled appearance is less than 7 days; if you are hearing or voice impaired, call 711. <box>616 636 764 692</box>
notice-paragraph: Valerie N. Edgecombe Brown, Esq. <box>6 347 86 354</box>
notice-paragraph: Division: 39 <box>616 739 644 746</box>
notice-paragraph: Valerie N. Edgecombe Brown, Esq. <box>463 636 543 642</box>
notice-paragraph: Telephone: 407-404-5266 <box>616 312 674 319</box>
notice-paragraph: TO: <box>616 35 626 41</box>
notice-paragraph: PALM FINANCIAL SERVICES, INC., A FLORIDA CORPORATION, <box>6 414 154 427</box>
notice-paragraph: If the successful bidder fails to pay the amounts due to the Trustee to certify the sale by 5:00 p.m. the day after the sale, the second highest bidder at the sale may elect to purchase the timeshare ownership interest. <box>6 323 154 348</box>
notice-paragraph: Valerie N. Edgecombe Brown, Esq. <box>311 665 391 672</box>
notice-paragraph: An undivided 0.3826% interest in Unit 12 of the Disney's Polynesian Villas & Bungalows, a leasehold condominium (the "Condominium"), according to the Declaration of Condominium thereof as recorded in Official Records Book 10857, Page 4004, Public Records of Orange County, Florida and all amendments thereto (the 'Declaration'). <box>158 132 307 170</box>
notice-paragraph: If the successful bidder fails to pay the amounts due to the Trustee to certify the sale by 5:00 p.m. the day after the sale, the second highest bidder at the sale may elect to purchase the timeshare ownership interest. <box>616 262 764 288</box>
notice-paragraph: TRUSTEE'S NOTICE OF SALE <box>463 35 538 41</box>
notice-paragraph: TRUSTEE'S NOTICE OF SALE <box>6 95 80 102</box>
notice-paragraph: Notice is hereby given that on July 8, 2021, at 10:00 AM, in the offices of Manley Deas Kochalski LLC, 390 North Orange Avenue, Suite 1540, Orlando, Florida, the following described Timeshare Ownership Interest at Disney's Polynesian Villas & Bungalows will be offered for sale: <box>158 474 307 506</box>
notice-paragraph: 11080-921745 <box>311 696 344 703</box>
notice-paragraph: TRUSTEE'S NOTICE OF SALE <box>311 419 386 426</box>
notice-paragraph: The default giving rise to the sale is the failure to make payments as set forth in the Mortgage encumbering the Timeshare Ownership Interest as recorded July 30, 2019 in Instrument Number 20190469916 of the Public Records of Orange County, Florida (the "Lien"). The amount secured by the Lien is the principal of the mortgage due in the amount of $17,017.80, together with interest accruing on the principal amount due at a per diem of $5.80, and together with the costs of this proceeding and sale, for a total amount due as of the date of the sale of $21,351.14 ("Amount Secured by the Lien"). <box>311 150 459 213</box>
page-footer: LA GACETA/Friday, June 11, 2021/Section B/Page 37 <box>6 998 764 1018</box>
notice-paragraph: Obligor(s) <box>311 65 335 72</box>
